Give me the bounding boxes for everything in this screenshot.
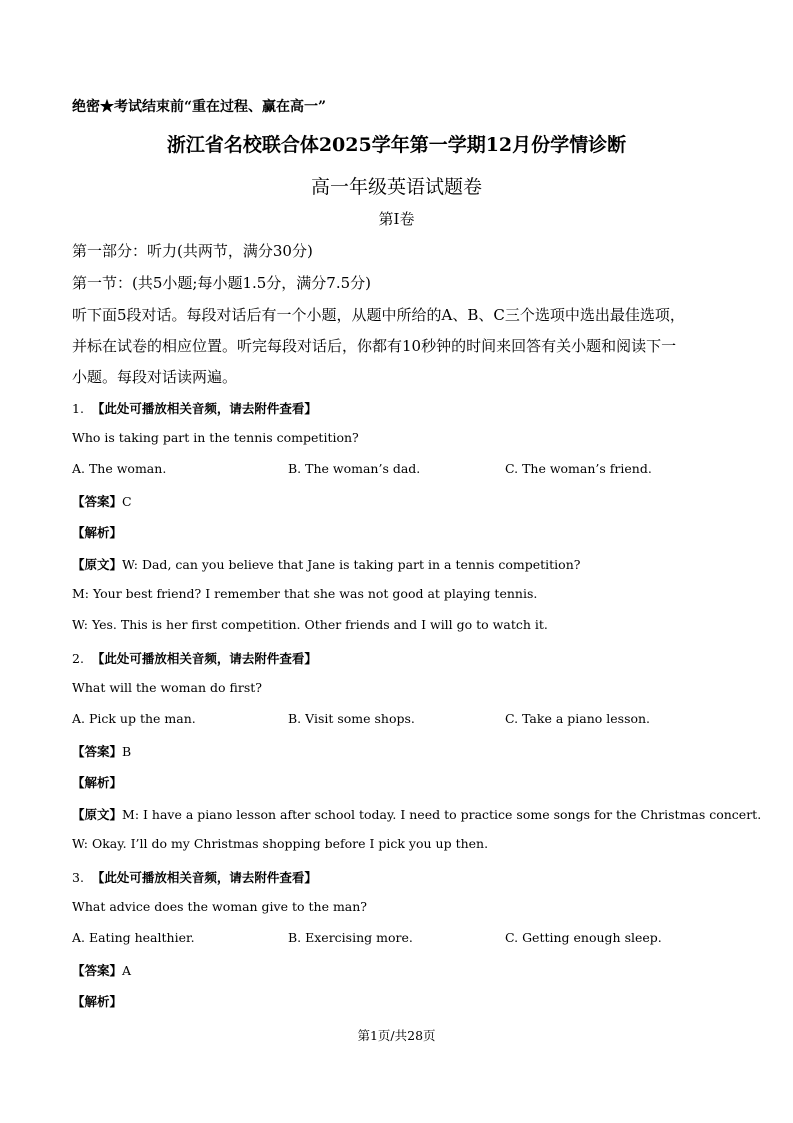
question-3-option-b: B. Exercising more. <box>288 930 413 945</box>
question-3-option-a: A. Eating healthier. <box>72 930 195 945</box>
transcript-label: 【原文】 <box>72 557 123 572</box>
instruction-line: 并标在试卷的相应位置。听完每段对话后，你都有10秒钟的时间来回答有关小题和阅读下一 <box>72 337 677 355</box>
question-number: 1. <box>72 401 84 416</box>
question-3-text: What advice does the woman give to the man? <box>72 899 368 914</box>
transcript-text: W: Dad, can you believe that Jane is taking part in a tennis competition? <box>122 557 581 572</box>
instruction-line: 听下面5段对话。每段对话后有一个小题，从题中所给的A、B、C三个选项中选出最佳选项， <box>72 306 685 324</box>
section-heading: 第一节：(共5小题;每小题1.5分，满分7.5分) <box>72 274 372 292</box>
question-3-answer <box>72 961 131 979</box>
question-1-text: Who is taking part in the tennis competition? <box>72 430 359 445</box>
question-2-transcript-line: W: Okay. I’ll do my Christmas shopping before I pick you up then. <box>72 836 489 851</box>
question-1-option-c: C. The woman’s friend. <box>505 461 652 476</box>
audio-note: 【此处可播放相关音频，请去附件查看】 <box>91 651 317 666</box>
audio-note: 【此处可播放相关音频，请去附件查看】 <box>91 870 317 885</box>
answer-value: A <box>122 963 132 978</box>
question-1-option-b: B. The woman’s dad. <box>288 461 421 476</box>
exam-subtitle: 高一年级英语试题卷 <box>310 176 482 198</box>
question-1-transcript-line <box>72 555 580 573</box>
question-1-answer <box>72 492 132 510</box>
volume-label: 第Ⅰ卷 <box>378 210 415 228</box>
question-2-header <box>72 649 317 667</box>
question-1-transcript-line: W: Yes. This is her first competition. Other friends and I will go to watch it. <box>72 617 548 632</box>
question-number: 2. <box>72 651 84 666</box>
question-3-header <box>72 868 317 886</box>
question-1-analysis-label: 【解析】 <box>72 525 123 540</box>
exam-title: 浙江省名校联合体2025学年第一学期12月份学情诊断 <box>166 134 627 156</box>
transcript-label: 【原文】 <box>72 807 123 822</box>
answer-value: C <box>122 494 132 509</box>
question-2-text: What will the woman do first? <box>72 680 262 695</box>
question-3-option-c: C. Getting enough sleep. <box>505 930 662 945</box>
page-number: 第1页/共28页 <box>357 1028 436 1043</box>
question-2-option-a: A. Pick up the man. <box>72 711 196 726</box>
question-1-transcript-line: M: Your best friend? I remember that she was not good at playing tennis. <box>72 586 538 601</box>
question-3-analysis-label: 【解析】 <box>72 994 123 1009</box>
question-1-option-a: A. The woman. <box>72 461 167 476</box>
answer-label: 【答案】 <box>72 963 123 978</box>
transcript-text: M: I have a piano lesson after school today. I need to practice some songs for the Christmas concert. <box>122 807 762 822</box>
answer-label: 【答案】 <box>72 494 123 509</box>
confidential-label: 绝密★考试结束前“重在过程、赢在高一” <box>72 99 327 115</box>
instruction-line: 小题。每段对话读两遍。 <box>72 368 238 386</box>
question-1-header <box>72 399 317 417</box>
question-2-transcript-line <box>72 805 761 823</box>
audio-note: 【此处可播放相关音频，请去附件查看】 <box>91 401 317 416</box>
question-number: 3. <box>72 870 84 885</box>
answer-label: 【答案】 <box>72 744 123 759</box>
question-2-option-c: C. Take a piano lesson. <box>505 711 651 726</box>
question-2-analysis-label: 【解析】 <box>72 775 123 790</box>
question-2-answer <box>72 742 131 760</box>
part-heading: 第一部分：听力(共两节，满分30分) <box>72 242 313 260</box>
question-2-option-b: B. Visit some shops. <box>288 711 415 726</box>
answer-value: B <box>122 744 132 759</box>
